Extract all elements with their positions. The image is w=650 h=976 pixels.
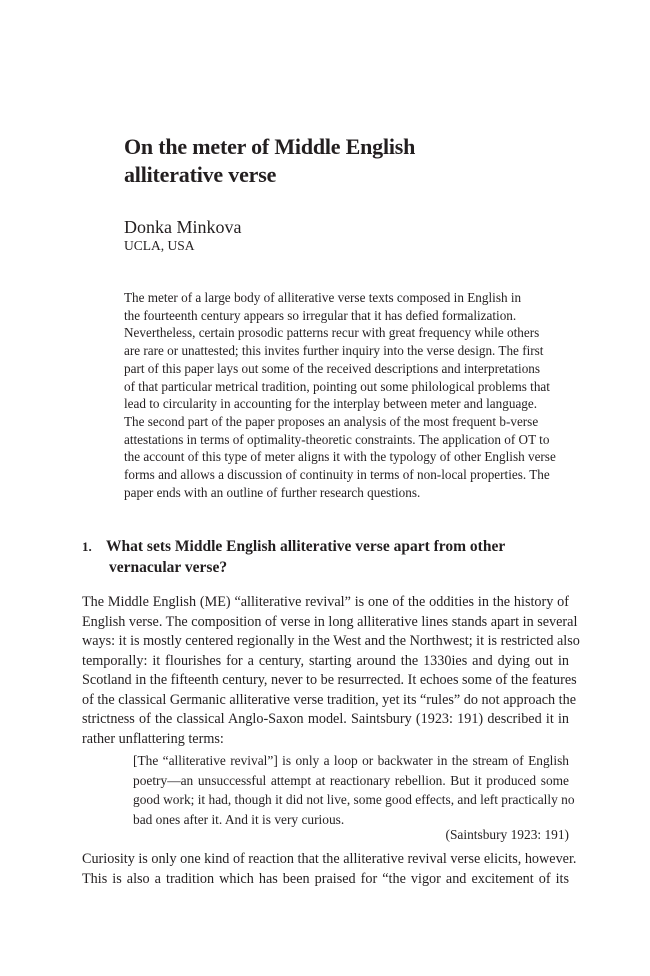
paragraph-line: ways: it is mostly centered regionally in the West and the Northwest; it is restricted also [82,633,580,649]
article-title [124,133,484,189]
paragraph-line: The Middle English (ME) “alliterative revival” is one of the oddities in the history of [82,594,569,610]
title-line: alliterative verse [124,162,277,187]
abstract-line: paper ends with an outline of further research questions. [124,484,421,500]
paragraph-line: rather unflattering terms: [82,730,224,747]
abstract-line: attestations in terms of optimality-theoretic constraints. The application of OT to [124,431,550,447]
quote-line: bad ones after it. And it is very curious. [133,811,345,827]
quote-line: poetry—an unsuccessful attempt at reactionary rebellion. But it produced some [133,772,569,788]
abstract-line: Nevertheless, certain prosodic patterns recur with great frequency while others [124,325,540,341]
abstract-line: The meter of a large body of alliterative verse texts composed in English in [124,290,522,305]
abstract-line: are rare or unattested; this invites further inquiry into the verse design. The first [124,343,544,359]
abstract-line: part of this paper lays out some of the received descriptions and interpretations [124,360,541,376]
title-line: On the meter of Middle English [124,134,416,159]
paragraph-line: of the classical Germanic alliterative verse tradition, yet its “rules” do not approach the [82,691,577,708]
body-paragraph [82,850,577,889]
section-title-line: vernacular verse? [109,559,228,576]
section-title [106,536,546,578]
section-number: 1. [82,539,92,554]
abstract-line: of that particular metrical tradition, pointing out some philological problems that [124,378,550,394]
quote-line: [The “alliterative revival”] is only a loop or backwater in the stream of English [133,753,569,768]
author-name: Donka Minkova [124,217,242,237]
paragraph-line: Curiosity is only one kind of reaction that the alliterative revival verse elicits, however. [82,851,577,867]
section-title-line: What sets Middle English alliterative verse apart from other [106,538,506,555]
body-paragraph [82,593,580,749]
quote-line: good work; it had, though it did not live, some good effects, and left practically no [133,792,575,807]
abstract-line: lead to circularity in accounting for the interplay between meter and language. [124,396,538,412]
abstract [124,289,574,501]
abstract-line: the account of this type of meter aligns it with the typology of other English verse [124,449,556,465]
quote-citation: (Saintsbury 1923: 191) [445,827,569,842]
paragraph-line: temporally: it flourishes for a century, starting around the 1330ies and dying out in [82,652,569,669]
abstract-line: forms and allows a discussion of continuity in terms of non-local properties. The [124,467,550,483]
paragraph-line: This is also a tradition which has been praised for “the vigor and excitement of its [82,870,569,887]
paragraph-line: Scotland in the fifteenth century, never to be resurrected. It echoes some of the features [82,672,577,688]
paragraph-line: English verse. The composition of verse in long alliterative lines stands apart in several [82,613,578,630]
author-affiliation: UCLA, USA [124,238,195,253]
paragraph-line: strictness of the classical Anglo-Saxon model. Saintsbury (1923: 191) described it in [82,711,569,727]
abstract-line: the fourteenth century appears so irregular that it has defied formalization. [124,307,517,323]
abstract-line: The second part of the paper proposes an analysis of the most frequent b-verse [124,413,539,429]
block-quote [133,751,575,829]
